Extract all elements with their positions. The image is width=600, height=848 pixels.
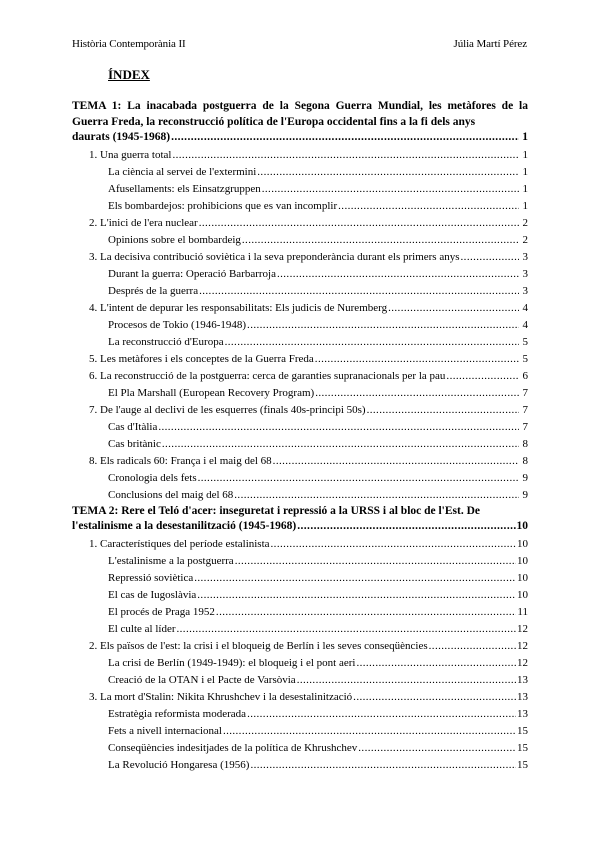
toc-page-number: 6 <box>522 369 528 382</box>
toc-entry[interactable] <box>72 419 528 436</box>
toc-entry[interactable] <box>72 487 528 504</box>
toc-page-number: 4 <box>522 301 528 314</box>
toc-entry-label: Repressió soviètica <box>108 571 194 584</box>
toc-entry[interactable] <box>72 723 528 740</box>
toc-page-number: 8 <box>522 454 528 467</box>
dot-leader <box>297 672 516 689</box>
toc-entry[interactable] <box>72 181 528 198</box>
toc-page-number: 7 <box>522 403 528 416</box>
toc-tema-heading: TEMA 2: Rere el Teló d'acer: inseguretat i repressió a la URSS i al bloc de l'Est. De <box>72 504 481 517</box>
toc-entry-label: El culte al líder <box>108 622 176 635</box>
toc-entry[interactable] <box>72 570 528 587</box>
dot-leader <box>162 436 519 453</box>
toc-page-number: 13 <box>517 707 528 720</box>
toc-entry[interactable] <box>72 249 528 266</box>
toc-entry-label: Creació de la OTAN i el Pacte de Varsòvia <box>108 673 296 686</box>
dot-leader <box>277 266 519 283</box>
toc-page-number: 12 <box>517 656 528 669</box>
toc-entry-label: 5. Les metàfores i els conceptes de la Guerra Freda <box>89 352 314 365</box>
toc-page-number: 2 <box>522 233 528 246</box>
toc-page-number: 9 <box>522 488 528 501</box>
toc-tema-heading: TEMA 1: La inacabada postguerra de la Segona Guerra Mundial, les metàfores de la Guerra Freda, la reconstrucció política de l'Europa occidental fins a la fi dels anys <box>72 100 528 128</box>
toc-entry-label: 7. De l'auge al declivi de les esquerres (finals 40s-principi 50s) <box>89 403 366 416</box>
toc-entry[interactable] <box>72 587 528 604</box>
dot-leader <box>234 487 519 504</box>
toc-page-number: 13 <box>517 673 528 686</box>
toc-entry[interactable] <box>72 621 528 638</box>
toc-entry[interactable] <box>72 757 528 774</box>
toc-entry[interactable] <box>72 198 528 215</box>
toc-entry[interactable] <box>72 553 528 570</box>
toc-tema-1[interactable] <box>72 99 528 146</box>
toc-page-number: 15 <box>517 741 528 754</box>
toc-entry[interactable] <box>72 317 528 334</box>
toc-entry[interactable] <box>72 368 528 385</box>
dot-leader <box>223 723 516 740</box>
toc-page-number: 11 <box>517 605 528 618</box>
toc-page-number: 5 <box>522 352 528 365</box>
toc-page-number: 15 <box>517 724 528 737</box>
dot-leader <box>429 638 516 655</box>
toc-entry[interactable] <box>72 215 528 232</box>
toc-tema-2[interactable] <box>72 504 528 535</box>
toc-entry[interactable] <box>72 672 528 689</box>
toc-entry-label: Després de la guerra <box>108 284 199 297</box>
toc-entry-label: 3. La decisiva contribució soviètica i la seva preponderància durant els primers anys <box>89 250 460 263</box>
toc-entry[interactable] <box>72 740 528 757</box>
toc-page-number: 1 <box>522 199 528 212</box>
toc-page-number: 3 <box>522 284 528 297</box>
toc-page-number: 2 <box>522 216 528 229</box>
toc-page-number: 4 <box>522 318 528 331</box>
toc-page-number: 12 <box>517 639 528 652</box>
dot-leader <box>199 215 519 232</box>
toc-entry-label: 3. La mort d'Stalin: Nikita Khrushchev i la desestalinització <box>89 690 353 703</box>
toc-page-number: 10 <box>517 554 528 567</box>
toc-entry[interactable] <box>72 706 528 723</box>
dot-leader <box>353 689 516 706</box>
dot-leader <box>257 164 519 181</box>
toc-entry-label: Durant la guerra: Operació Barbarroja <box>108 267 276 280</box>
toc-entry[interactable] <box>72 536 528 553</box>
dot-leader <box>177 621 517 638</box>
dot-leader <box>235 553 516 570</box>
toc-entry[interactable] <box>72 147 528 164</box>
toc-page-number: 10 <box>516 520 528 532</box>
toc-tema-heading-tail: daurats (1945-1968) <box>72 131 171 143</box>
toc-entry-label: El cas de Iugoslàvia <box>108 588 197 601</box>
toc-entry[interactable] <box>72 334 528 351</box>
toc-page-number: 8 <box>522 437 528 450</box>
toc-entry[interactable] <box>72 232 528 249</box>
dot-leader <box>315 385 519 402</box>
toc-entry-label: Cronologia dels fets <box>108 471 197 484</box>
dot-leader <box>297 519 515 535</box>
toc-entry-label: 2. Els països de l'est: la crisi i el bloqueig de Berlín i les seves conseqüències <box>89 639 428 652</box>
toc-entry-label: El procés de Praga 1952 <box>108 605 215 618</box>
toc-entry[interactable] <box>72 283 528 300</box>
toc-entry-label: Els bombardejos: prohibicions que es van incomplir <box>108 199 338 212</box>
dot-leader <box>367 402 519 419</box>
dot-leader <box>242 232 519 249</box>
dot-leader <box>273 453 519 470</box>
toc-page-number: 1 <box>522 165 528 178</box>
toc-page-number: 10 <box>517 571 528 584</box>
toc-entry[interactable] <box>72 604 528 621</box>
toc-entry[interactable] <box>72 351 528 368</box>
toc-page-number: 7 <box>522 386 528 399</box>
dot-leader <box>250 757 516 774</box>
toc-entry-label: Cas d'Itàlia <box>108 420 158 433</box>
toc-entry-label: Estratègia reformista moderada <box>108 707 247 720</box>
toc-page-number: 3 <box>522 250 528 263</box>
dot-leader <box>356 655 516 672</box>
dot-leader <box>197 587 516 604</box>
toc-entry-label: 6. La reconstrucció de la postguerra: cerca de garanties supranacionals per la pau <box>89 369 446 382</box>
toc-page-number: 10 <box>517 588 528 601</box>
dot-leader <box>271 536 516 553</box>
toc-entry-label: La ciència al servei de l'extermini <box>108 165 257 178</box>
toc-entry-label: Opinions sobre el bombardeig <box>108 233 241 246</box>
toc-page-number: 13 <box>517 690 528 703</box>
toc-entry[interactable] <box>72 402 528 419</box>
toc-tema-heading-tail: l'estalinisme a la desestanilització (1945-1968) <box>72 520 297 532</box>
toc-entry[interactable] <box>72 164 528 181</box>
dot-leader <box>247 317 519 334</box>
toc-entry-label: 1. Característiques del període estalinista <box>89 537 270 550</box>
toc-entry[interactable] <box>72 436 528 453</box>
toc-page-number: 1 <box>522 182 528 195</box>
toc-entry-label: La Revolució Hongaresa (1956) <box>108 758 250 771</box>
toc-entry-label: El Pla Marshall (European Recovery Program) <box>108 386 315 399</box>
dot-leader <box>461 249 519 266</box>
toc-entry-label: Fets a nivell internacional <box>108 724 222 737</box>
dot-leader <box>158 419 519 436</box>
toc-entry-label: Conclusions del maig del 68 <box>108 488 234 501</box>
toc-entry-label: Conseqüències indesitjades de la política de Khrushchev <box>108 741 358 754</box>
toc-page-number: 7 <box>522 420 528 433</box>
toc-entry[interactable] <box>72 638 528 655</box>
toc-page-number: 3 <box>522 267 528 280</box>
header-course-title: Història Contemporània II <box>72 38 186 50</box>
toc-page-number: 1 <box>522 148 528 161</box>
toc-page-number: 15 <box>517 758 528 771</box>
toc-entry[interactable] <box>72 453 528 470</box>
toc-entry-label: 1. Una guerra total <box>89 148 172 161</box>
header-author: Júlia Martí Pérez <box>453 38 527 50</box>
toc-page-number: 9 <box>522 471 528 484</box>
toc-entry-label: Procesos de Tokio (1946-1948) <box>108 318 247 331</box>
table-of-contents <box>72 99 528 774</box>
dot-leader <box>315 351 519 368</box>
dot-leader <box>216 604 516 621</box>
dot-leader <box>172 147 519 164</box>
toc-entry[interactable] <box>72 385 528 402</box>
dot-leader <box>262 181 519 198</box>
dot-leader <box>225 334 519 351</box>
toc-page-number: 12 <box>517 622 528 635</box>
toc-page-number: 10 <box>517 537 528 550</box>
toc-entry-label: 8. Els radicals 60: França i el maig del 68 <box>89 454 272 467</box>
dot-leader <box>199 283 519 300</box>
toc-entry-label: Cas britànic <box>108 437 161 450</box>
toc-entry-label: La reconstrucció d'Europa <box>108 335 224 348</box>
toc-entry[interactable] <box>72 689 528 706</box>
toc-entry-label: Afusellaments: els Einsatzgruppen <box>108 182 261 195</box>
dot-leader <box>198 470 519 487</box>
dot-leader <box>194 570 516 587</box>
toc-entry-label: 2. L'inici de l'era nuclear <box>89 216 198 229</box>
toc-entry[interactable] <box>72 266 528 283</box>
toc-page-number: 5 <box>522 335 528 348</box>
toc-entry-label: L'estalinisme a la postguerra <box>108 554 234 567</box>
dot-leader <box>247 706 516 723</box>
toc-entry-label: 4. L'intent de depurar les responsabilitats: Els judicis de Nuremberg <box>89 301 388 314</box>
toc-entry-label: La crisi de Berlín (1949-1949): el bloqueig i el pont aeri <box>108 656 356 669</box>
dot-leader <box>388 300 519 317</box>
page-title: ÍNDEX <box>108 67 150 82</box>
toc-page-number: 1 <box>522 131 528 143</box>
dot-leader <box>171 130 519 146</box>
toc-entry[interactable] <box>72 300 528 317</box>
dot-leader <box>358 740 516 757</box>
toc-entry[interactable] <box>72 470 528 487</box>
dot-leader <box>338 198 519 215</box>
dot-leader <box>446 368 519 385</box>
toc-entry[interactable] <box>72 655 528 672</box>
